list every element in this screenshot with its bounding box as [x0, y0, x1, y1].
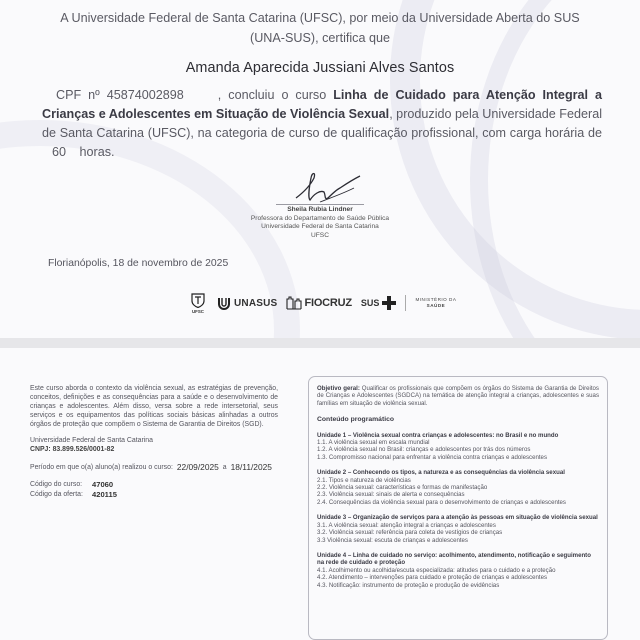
program-title: Conteúdo programático: [317, 416, 395, 424]
recipient-name: Amanda Aparecida Jussiani Alves Santos: [185, 60, 455, 76]
period-separator: a: [222, 464, 227, 471]
unit-item: 3.1. A violência sexual: atenção integral a crianças e adolescentes: [317, 521, 496, 529]
signer-role: Professora do Departamento de Saúde Pública: [250, 214, 390, 222]
sus-cross-icon: [382, 296, 396, 310]
unit-item: 3.2. Violência sexual: referência para coleta de vestígios de crianças: [317, 529, 503, 537]
objective: [317, 385, 599, 407]
signer-unit: UFSC: [311, 231, 329, 239]
unit-item: 4.1. Acolhimento ou acolhida/escuta especializada: atitudes para o cuidado e a proteção: [317, 566, 556, 574]
sus-logo: SUS: [361, 296, 397, 310]
program-unit: [317, 432, 599, 462]
objective-text: Qualificar os profissionais que compõem os órgãos do Sistema de Garantia de Direitos de Crianças e Adolescentes (SGDCA) na temática de atenção integral a crianças, adolescentes e suas famílias em situação de violência sexual.: [317, 385, 599, 407]
hours-value: 60: [52, 145, 67, 159]
certificate-body: [42, 86, 602, 162]
unit-item: 4.3. Notificação: instrumento de proteção e produção de evidências: [317, 581, 500, 589]
certificate-header: [40, 8, 600, 48]
course-name: Linha de Cuidado para Atenção Integral a Crianças e Adolescentes em Situação de Violência Sexual: [42, 88, 603, 121]
unit-item: 3.3 Violência sexual: escuta de crianças e adolescentes: [317, 536, 468, 544]
signer-institution: Universidade Federal de Santa Catarina: [261, 223, 379, 231]
unasus-mark-icon: [217, 296, 231, 310]
course-period: [30, 463, 278, 472]
body-text-1: , concluiu o curso: [217, 88, 327, 102]
unit-item: 2.4. Consequências da violência sexual para o desenvolvimento de crianças e adolescentes: [317, 498, 566, 506]
body-text-3: horas.: [79, 145, 115, 159]
period-label: Período em que o(a) aluno(a) realizou o curso:: [30, 464, 173, 471]
program-unit: [317, 514, 599, 544]
course-description: Este curso aborda o contexto da violência sexual, as estratégias de prevenção, conceitos, definições e as consequências para a saúde e o desenvolvimento de crianças e adolescentes. Além disso, versa sobre a rede intersetorial, seus serviços e os equipamentos das políticas sociais básicas alinhadas a outros órgãos de proteção que compõem o Sistema de Garantia de Direitos (SGD).: [30, 385, 278, 428]
unit-item: 1.2. A violência sexual no Brasil: crianças e adolescentes por trás dos números: [317, 446, 531, 454]
unit-title: Unidade 4 – Linha de cuidado no serviço: acolhimento, atendimento, notificação e seguimento na rede de cuidado e proteção: [317, 551, 591, 567]
place-date: Florianópolis, 18 de novembro de 2025: [48, 258, 229, 269]
unit-title: Unidade 2 – Conhecendo os tipos, a natureza e as consequências da violência sexual: [317, 469, 565, 477]
program-box: [308, 376, 608, 640]
course-code-label: Código do curso:: [30, 481, 83, 488]
cpf-label: CPF nº: [56, 88, 100, 102]
signature-image: [290, 168, 370, 208]
logo-strip: [188, 288, 456, 318]
certificate-back: [0, 348, 640, 640]
unit-item: 4.2. Atendimento – intervenções para cuidado e proteção de crianças e adolescentes: [317, 574, 548, 582]
ministerio-saude-logo: MINISTÉRIO DA SAÚDE: [415, 297, 457, 308]
logo-divider: [405, 295, 406, 311]
unit-item: 1.1. A violência sexual em escala mundial: [317, 439, 430, 447]
offer-code-label: Código da oferta:: [30, 491, 83, 498]
decorative-wave: [470, 0, 640, 338]
unit-item: 2.1. Tipos e natureza de violências: [317, 476, 411, 484]
header-line-2: (UNA-SUS), certifica que: [250, 31, 390, 45]
objective-label: Objetivo geral:: [317, 385, 360, 392]
signer-block: [200, 206, 440, 240]
unit-item: 2.2. Violência sexual: características e formas de manifestação: [317, 484, 488, 492]
period-start: 22/09/2025: [176, 462, 219, 472]
course-info: [30, 384, 278, 500]
body-text-2: , produzido pela Universidade Federal de Santa Catarina (UFSC), na categoria de curso de qualificação profissional, com carga horária de: [42, 107, 603, 140]
institution-name: Universidade Federal de Santa Catarina: [30, 437, 153, 444]
signer-name: Sheila Rubia Lindner: [287, 206, 353, 213]
program-unit: [317, 469, 599, 506]
unit-title: Unidade 3 – Organização de serviços para a atenção às pessoas em situação de violência sexual: [317, 514, 598, 522]
unit-item: 1.3. Compromisso nacional para enfrentar a violência contra crianças e adolescentes: [317, 453, 547, 461]
offer-code: 420115: [92, 490, 117, 499]
fiocruz-logo: FIOCRUZ: [286, 296, 351, 310]
signature-line: [276, 204, 364, 205]
period-end: 18/11/2025: [230, 462, 272, 472]
course-code: 47060: [92, 480, 114, 489]
fiocruz-castle-icon: [286, 296, 302, 310]
unit-item: 2.3. Violência sexual: sinais de alerta e consequências: [317, 491, 465, 499]
program-unit: [317, 552, 599, 589]
header-line-1: A Universidade Federal de Santa Catarina (UFSC), por meio da Universidade Aberta do SUS: [60, 11, 580, 25]
ufsc-logo: UFSC: [188, 292, 208, 314]
ufsc-emblem-icon: [190, 292, 206, 308]
unasus-logo: UNASUS: [217, 296, 277, 310]
institution-cnpj: CNPJ: 83.899.526/0001-82: [30, 446, 115, 453]
cpf-value: 45874002898: [106, 88, 184, 102]
course-codes: [30, 480, 278, 500]
unit-title: Unidade 1 – Violência sexual contra crianças e adolescentes: no Brasil e no mundo: [317, 431, 559, 439]
